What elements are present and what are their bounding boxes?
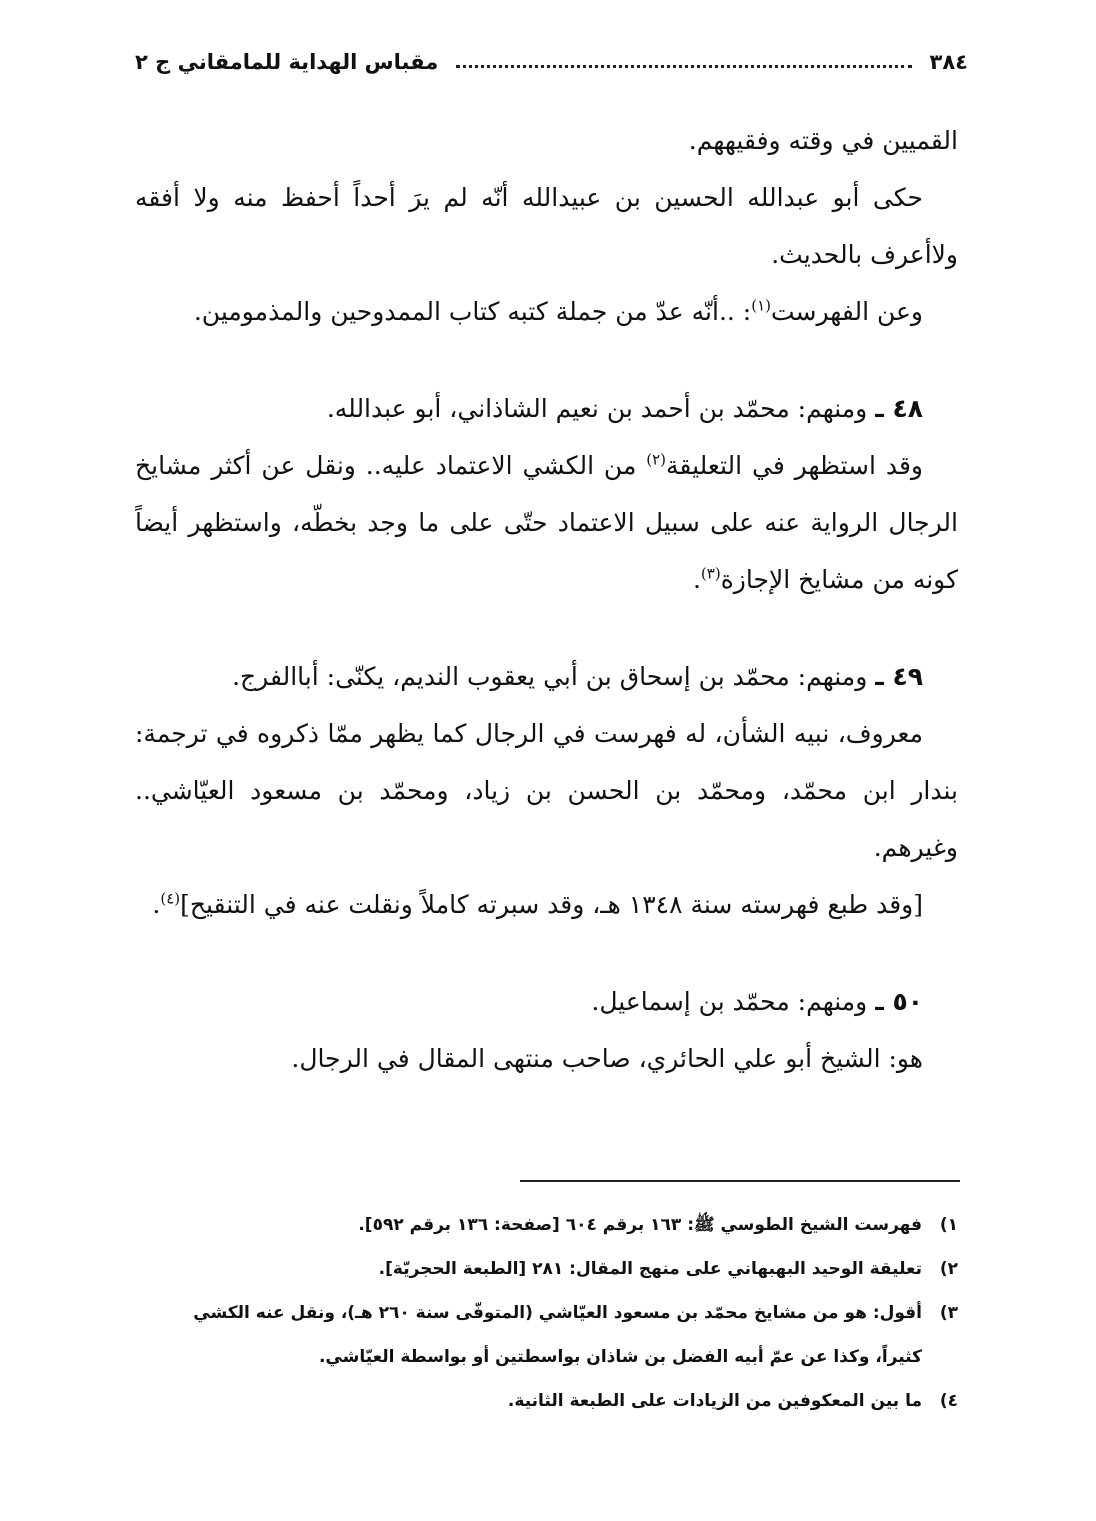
footnote-index: ٣) (939, 1303, 958, 1323)
footnote-text: أقول: هو من مشايخ محمّد بن مسعود العيّاشي (المتوفّى سنة ٢٦٠ هـ)، ونقل عنه الكشي (193, 1303, 922, 1323)
footnote-index: ٤) (939, 1391, 958, 1411)
entry-heading-49 (135, 648, 958, 705)
footnote-separator (520, 1180, 960, 1182)
footnote-index: ١) (939, 1215, 958, 1235)
entry-heading-48 (135, 380, 958, 437)
main-text (135, 112, 958, 1087)
footnote-ref[interactable]: (٤) (160, 889, 181, 908)
entry-number: ٤٩ ـ (875, 662, 923, 691)
paragraph-continuation: القميين في وقته وفقيههم. (688, 126, 958, 155)
paragraph: هو: الشيخ أبو علي الحائري، صاحب منتهى المقال في الرجال. (291, 1044, 923, 1073)
footnotes (135, 1203, 958, 1423)
text-span: : ..أنّه عدّ من جملة كتبه كتاب الممدوحين والمذمومين. (193, 297, 752, 326)
footnote-ref[interactable]: (٣) (700, 564, 721, 583)
footnote-index: ٢) (939, 1259, 958, 1279)
text-span: وعن الفهرست (771, 297, 923, 326)
section-gap (135, 933, 958, 973)
paragraph: معروف، نبيه الشأن، له فهرست في الرجال كما يظهر ممّا ذكروه في ترجمة: بندار ابن محمّد، ومحمّد بن الحسن بن زياد، ومحمّد بن مسعود العيّاشي.. وغيرهم. (135, 719, 958, 862)
entry-title: ومنهم: محمّد بن أحمد بن نعيم الشاذاني، أبو عبدالله. (326, 394, 868, 423)
page-header (135, 42, 968, 82)
section-gap (135, 608, 958, 648)
footnote-3 (135, 1291, 958, 1335)
text-span: من الكشي الاعتماد عليه.. ونقل عن أكثر مشايخ الرجال الرواية عنه على سبيل الاعتماد حتّى على ما وجد بخطّه، واستظهر أيضاً كونه من مشايخ الإجازة (135, 451, 958, 594)
footnote-ref[interactable]: (٢) (646, 450, 667, 469)
text-span: . (152, 890, 161, 919)
entry-title: ومنهم: محمّد بن إسماعيل. (591, 987, 868, 1016)
paragraph (135, 876, 958, 933)
footnote-3-continuation: كثيراً، وكذا عن عمّ أبيه الفضل بن شاذان بواسطتين أو بواسطة العيّاشي. (318, 1347, 922, 1367)
paragraph (135, 283, 958, 340)
entry-heading-50 (135, 973, 958, 1030)
footnote-text: فهرست الشيخ الطوسي ﷺ: ١٦٣ برقم ٦٠٤ [صفحة: ١٣٦ برقم ٥٩٢]. (358, 1215, 922, 1235)
entry-title: ومنهم: محمّد بن إسحاق بن أبي يعقوب النديم، يكنّى: أباالفرج. (232, 662, 868, 691)
text-span: وقد استظهر في التعليقة (666, 451, 923, 480)
footnote-2 (135, 1247, 958, 1291)
text-span: . (692, 565, 701, 594)
entry-number: ٤٨ ـ (875, 394, 923, 423)
text-span: [وقد طبع فهرسته سنة ١٣٤٨ هـ، وقد سبرته كاملاً ونقلت عنه في التنقيح] (180, 890, 923, 919)
footnote-4 (135, 1379, 958, 1423)
footnote-text: ما بين المعكوفين من الزيادات على الطبعة الثانية. (507, 1391, 922, 1411)
paragraph: حكى أبو عبدالله الحسين بن عبيدالله أنّه لم يرَ أحداً أحفظ منه ولا أفقه ولاأعرف بالحديث. (135, 183, 958, 269)
paragraph (135, 437, 958, 608)
entry-number: ٥٠ ـ (875, 987, 923, 1016)
footnote-ref[interactable]: (١) (751, 296, 771, 315)
footnote-text: تعليقة الوحيد البهبهاني على منهج المقال: ٢٨١ [الطبعة الحجريّة]. (378, 1259, 922, 1279)
section-gap (135, 340, 958, 380)
header-leader-dots (456, 65, 911, 68)
running-title: مقباس الهداية للمامقاني ج ٢ (135, 50, 439, 74)
footnote-1 (135, 1203, 958, 1247)
page-number: ٣٨٤ (929, 50, 968, 74)
